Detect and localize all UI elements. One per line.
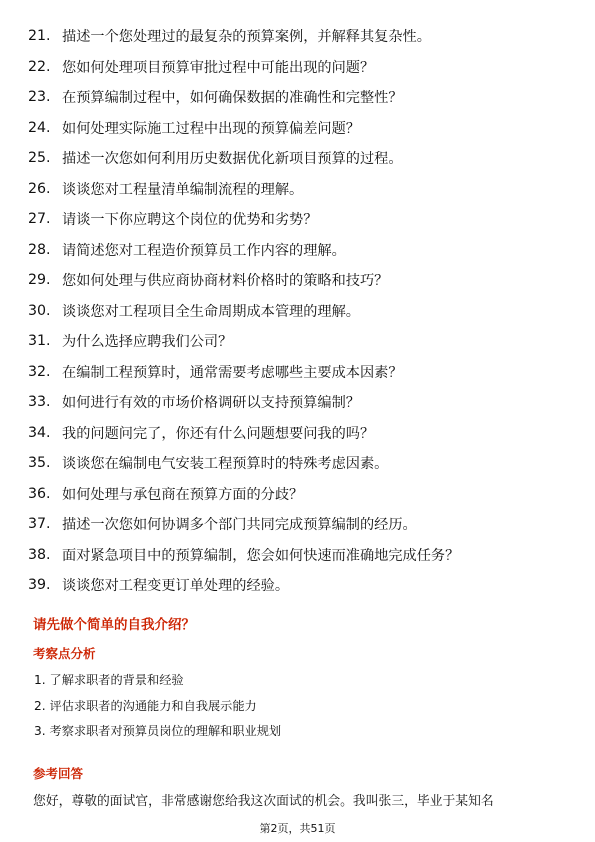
question-text: 请简述您对工程造价预算员工作内容的理解。 <box>62 242 346 259</box>
question-item <box>28 174 578 205</box>
question-item <box>28 540 578 571</box>
analysis-points <box>34 667 281 744</box>
question-text: 谈谈您对工程量清单编制流程的理解。 <box>62 181 304 198</box>
question-item <box>28 357 578 388</box>
analysis-point: 1. 了解求职者的背景和经验 <box>34 673 184 688</box>
question-number: 32. <box>28 363 51 380</box>
question-item <box>28 82 578 113</box>
question-number: 27. <box>28 211 51 228</box>
question-item <box>28 570 578 601</box>
question-number: 22. <box>28 58 51 75</box>
answer-text: 您好，尊敬的面试官，非常感谢您给我这次面试的机会。我叫张三，毕业于某知名 <box>33 794 494 809</box>
question-item <box>28 113 578 144</box>
question-item <box>28 296 578 327</box>
question-text: 面对紧急项目中的预算编制，您会如何快速而准确地完成任务？ <box>62 547 460 564</box>
question-text: 描述一次您如何利用历史数据优化新项目预算的过程。 <box>62 151 403 168</box>
question-text: 您如何处理项目预算审批过程中可能出现的问题？ <box>62 59 375 76</box>
question-text: 谈谈您在编制电气安装工程预算时的特殊考虑因素。 <box>62 456 389 473</box>
question-number: 37. <box>28 516 51 533</box>
question-text: 为什么选择应聘我们公司？ <box>62 334 233 351</box>
question-number: 21. <box>28 28 51 45</box>
question-text: 如何处理实际施工过程中出现的预算偏差问题？ <box>62 120 360 137</box>
question-text: 谈谈您对工程变更订单处理的经验。 <box>62 578 290 595</box>
question-number: 24. <box>28 119 51 136</box>
question-item <box>28 479 578 510</box>
question-number: 35. <box>28 455 51 472</box>
question-item <box>28 21 578 52</box>
analysis-point: 2. 评估求职者的沟通能力和自我展示能力 <box>34 698 257 713</box>
question-list <box>28 21 578 601</box>
question-text: 您如何处理与供应商协商材料价格时的策略和技巧？ <box>62 273 389 290</box>
question-item <box>28 265 578 296</box>
question-title: 请先做个简单的自我介绍？ <box>33 617 195 633</box>
question-number: 29. <box>28 272 51 289</box>
question-text: 我的问题问完了，你还有什么问题想要问我的吗？ <box>62 425 375 442</box>
question-number: 26. <box>28 180 51 197</box>
question-item <box>28 143 578 174</box>
question-number: 28. <box>28 241 51 258</box>
question-item <box>28 418 578 449</box>
answer-heading: 参考回答 <box>33 766 84 781</box>
page-footer: 第2页，共51页 <box>259 822 336 835</box>
question-number: 38. <box>28 546 51 563</box>
question-number: 30. <box>28 302 51 319</box>
question-number: 33. <box>28 394 51 411</box>
question-item <box>28 235 578 266</box>
question-item <box>28 326 578 357</box>
question-text: 描述一次您如何协调多个部门共同完成预算编制的经历。 <box>62 517 417 534</box>
question-item <box>28 387 578 418</box>
question-number: 39. <box>28 577 51 594</box>
question-text: 谈谈您对工程项目全生命周期成本管理的理解。 <box>62 303 360 320</box>
question-item <box>28 52 578 83</box>
question-number: 36. <box>28 485 51 502</box>
question-text: 在编制工程预算时，通常需要考虑哪些主要成本因素？ <box>62 364 403 381</box>
question-item <box>28 509 578 540</box>
analysis-point: 3. 考察求职者对预算员岗位的理解和职业规划 <box>34 724 282 739</box>
question-number: 23. <box>28 89 51 106</box>
question-number: 34. <box>28 424 51 441</box>
question-text: 描述一个您处理过的最复杂的预算案例，并解释其复杂性。 <box>62 29 431 46</box>
question-text: 如何处理与承包商在预算方面的分歧？ <box>62 486 304 503</box>
question-number: 31. <box>28 333 51 350</box>
question-text: 如何进行有效的市场价格调研以支持预算编制？ <box>62 395 360 412</box>
question-text: 请谈一下你应聘这个岗位的优势和劣势？ <box>62 212 318 229</box>
analysis-heading: 考察点分析 <box>33 646 96 661</box>
question-number: 25. <box>28 150 51 167</box>
question-text: 在预算编制过程中，如何确保数据的准确性和完整性？ <box>62 90 403 107</box>
question-item <box>28 204 578 235</box>
question-item <box>28 448 578 479</box>
